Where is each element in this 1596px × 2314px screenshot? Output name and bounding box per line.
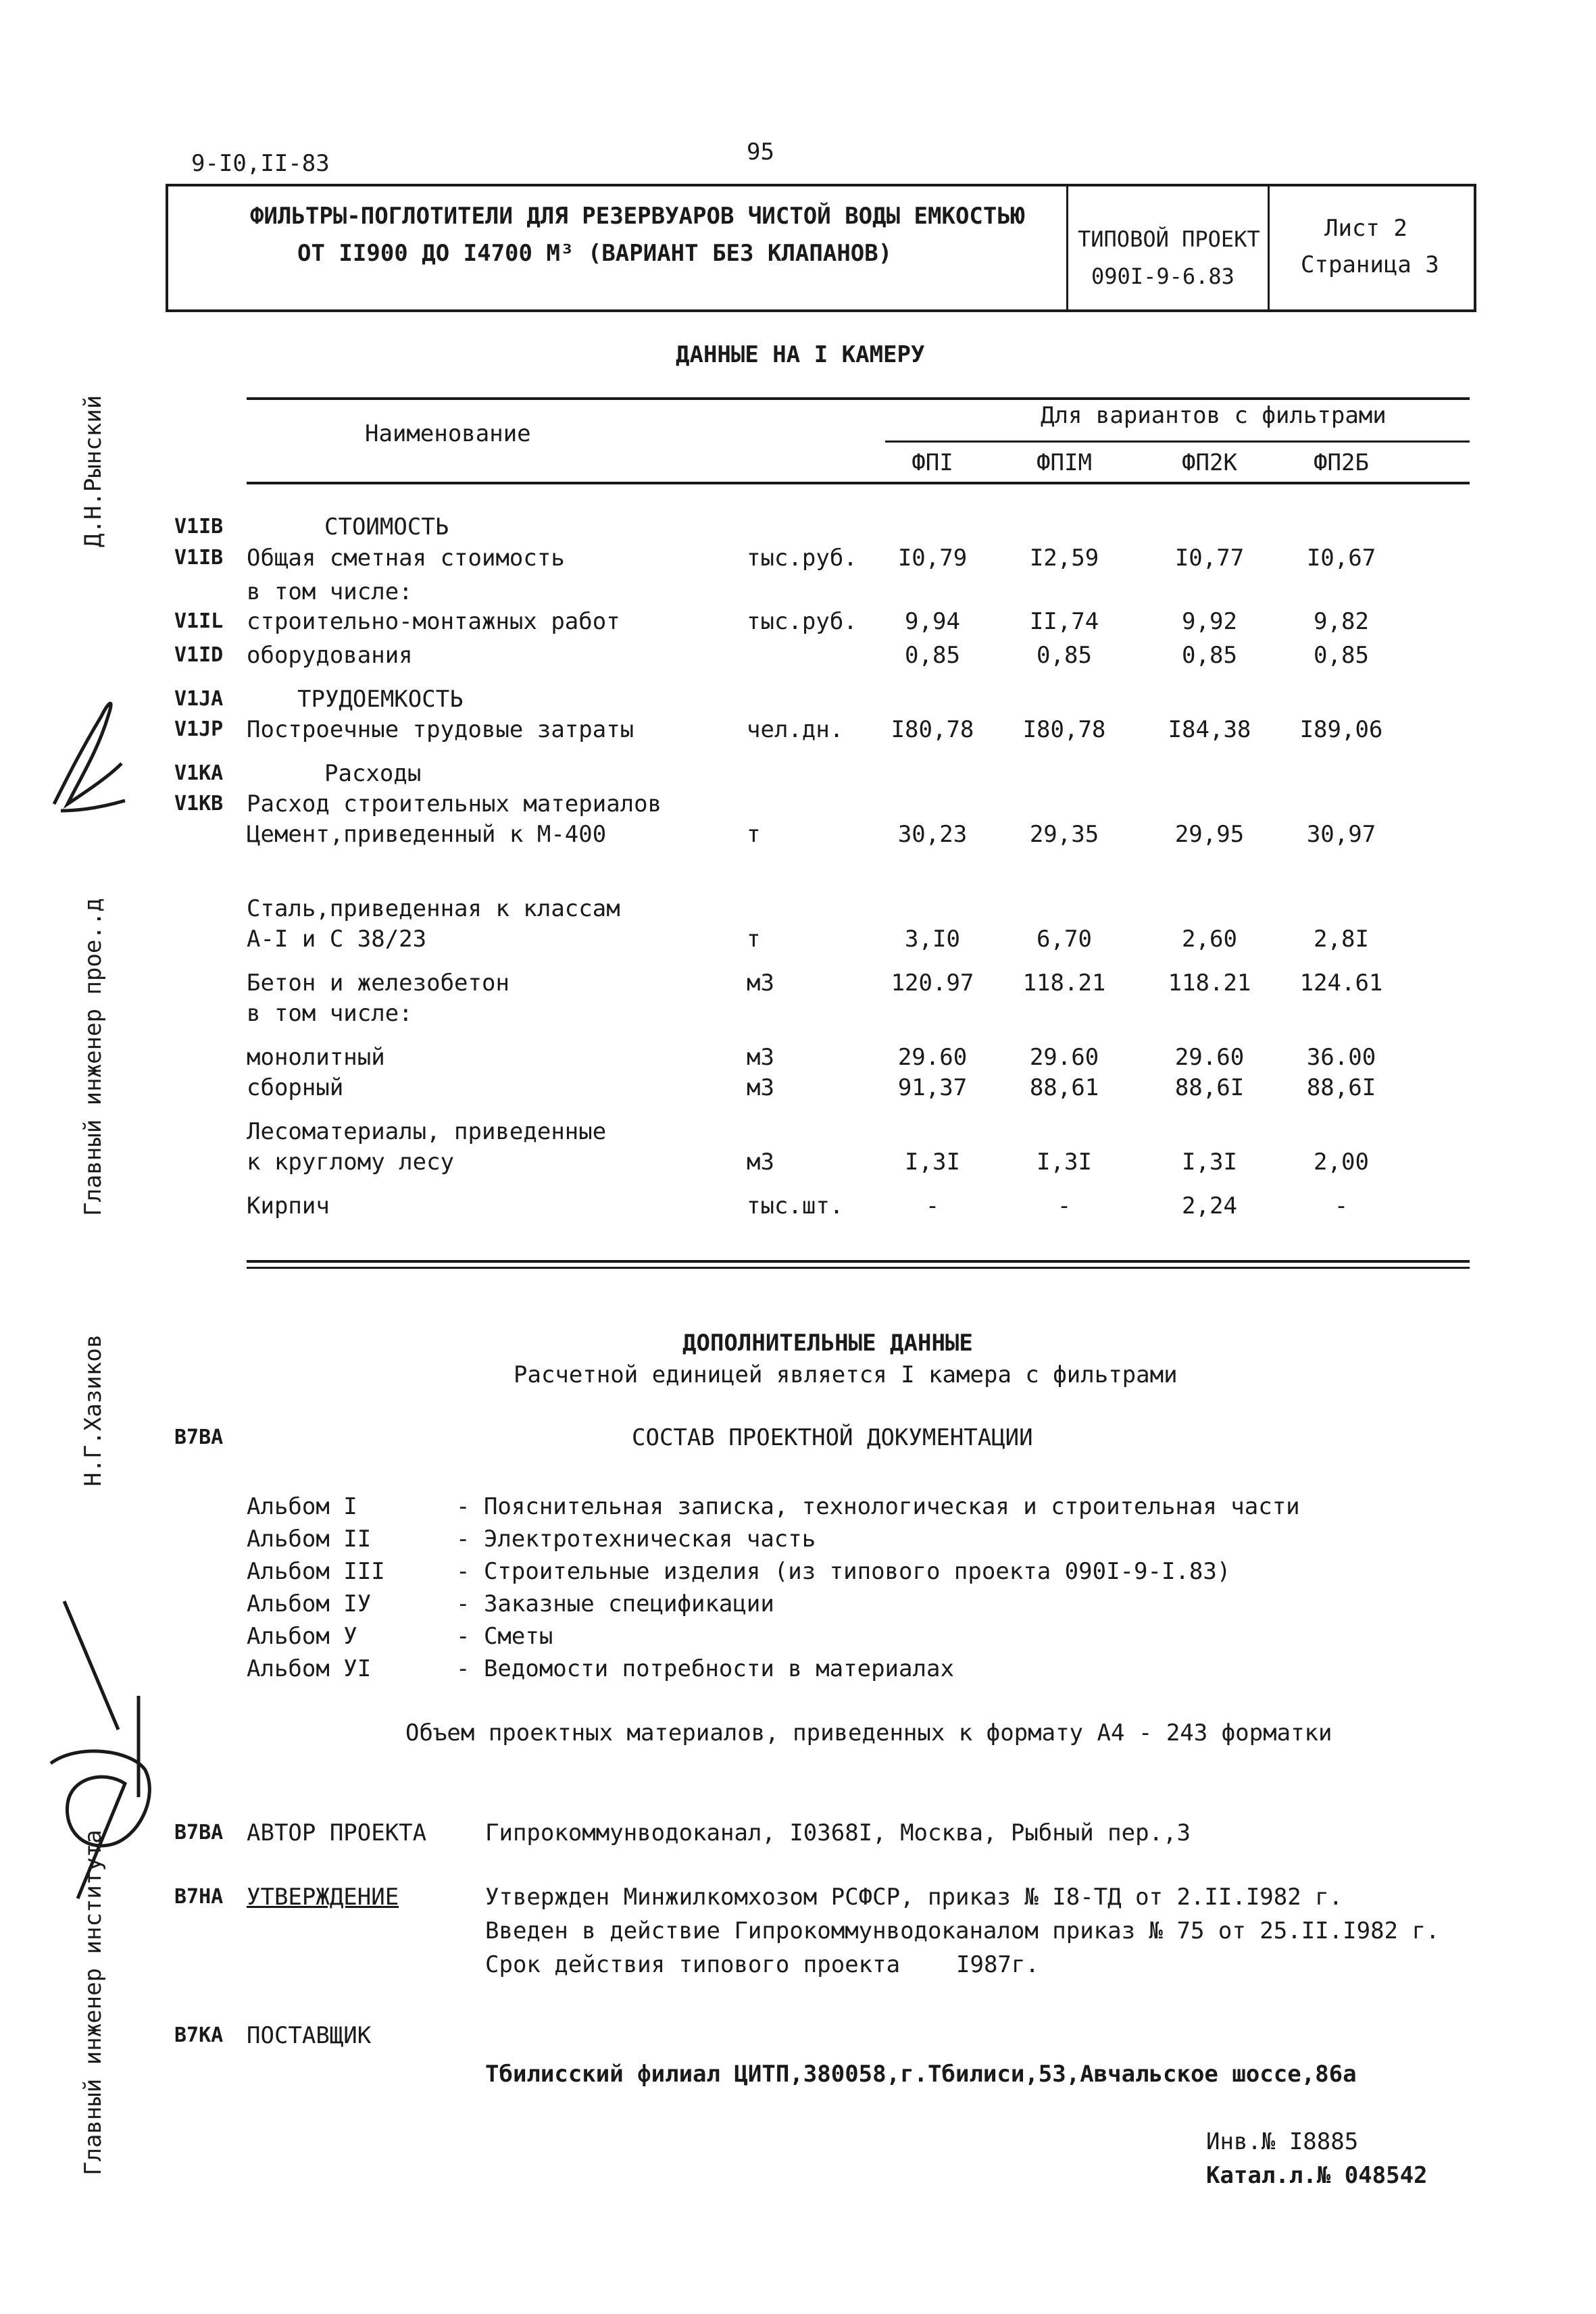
- row-name: в том числе:: [247, 578, 413, 605]
- cell-value: 2,60: [1182, 926, 1237, 953]
- project-label: ТИПОВОЙ ПРОЕКТ: [1078, 226, 1260, 252]
- cell-value: 3,I0: [905, 926, 960, 953]
- cell-value: 9,82: [1314, 608, 1369, 635]
- cell-value: 88,6I: [1174, 1074, 1245, 1101]
- additional-heading: ДОПОЛНИТЕЛЬНЫЕ ДАННЫЕ: [682, 1330, 973, 1357]
- cell-value: 36.00: [1306, 1044, 1376, 1071]
- cell-value: I80,78: [891, 716, 974, 743]
- cell-value: 29,95: [1174, 821, 1245, 848]
- album-name: Альбом У: [247, 1623, 357, 1650]
- album-name: Альбом УI: [247, 1655, 372, 1682]
- row-name: строительно-монтажных работ: [247, 608, 620, 635]
- row-code: V1JP: [174, 718, 224, 741]
- cell-value: I,3I: [905, 1149, 960, 1176]
- cell-value: I2,59: [1029, 545, 1099, 572]
- variant-header-4: ФП2Б: [1314, 449, 1369, 476]
- composition-code: B7BA: [174, 1426, 224, 1449]
- cell-value: -: [925, 1192, 940, 1219]
- album-name: Альбом IУ: [247, 1590, 372, 1617]
- row-unit: м3: [747, 1149, 774, 1176]
- row-name: Лесоматериалы, приведенные: [247, 1118, 607, 1145]
- row-unit: тыс.руб.: [747, 608, 857, 635]
- row-name: СТОИМОСТЬ: [324, 513, 449, 540]
- side-title-2: Главный инженер института: [80, 1830, 107, 2175]
- row-unit: чел.дн.: [747, 716, 844, 743]
- approval-line-1: Утвержден Минжилкомхозом РСФСР, приказ № I8-ТД от 2.II.I982 г.: [485, 1884, 1343, 1911]
- row-code: V1KB: [174, 792, 224, 815]
- row-name: в том числе:: [247, 1000, 413, 1027]
- cell-value: 124.61: [1299, 970, 1383, 997]
- project-number: 090I-9-6.83: [1091, 263, 1235, 289]
- col-group-header: Для вариантов с фильтрами: [1041, 402, 1387, 429]
- row-name: Цемент,приведенный к М-400: [247, 821, 607, 848]
- row-name: к круглому лесу: [247, 1149, 455, 1176]
- row-code: V1JA: [174, 687, 224, 711]
- calc-unit-note: Расчетной единицей является I камера с фильтрами: [514, 1361, 1178, 1388]
- row-unit: т: [747, 926, 761, 953]
- cell-value: 88,61: [1029, 1074, 1099, 1101]
- row-unit: м3: [747, 1074, 774, 1101]
- side-title-1: Главный инженер прое..д: [80, 898, 107, 1216]
- cell-value: 9,94: [905, 608, 960, 635]
- row-unit: тыс.руб.: [747, 545, 857, 572]
- cell-value: 118.21: [1168, 970, 1251, 997]
- cell-value: II,74: [1029, 608, 1099, 635]
- variant-header-1: ФПI: [912, 449, 953, 476]
- row-unit: м3: [747, 1044, 774, 1071]
- cell-value: 0,85: [1037, 642, 1092, 669]
- row-name: Общая сметная стоимость: [247, 545, 565, 572]
- row-code: V1IB: [174, 546, 224, 570]
- cell-value: 0,85: [1314, 642, 1369, 669]
- author-code: B7BA: [174, 1821, 224, 1844]
- signature-2: [37, 1594, 152, 1905]
- side-name-1: Д.Н.Рынский: [80, 395, 107, 547]
- cell-value: 118.21: [1022, 970, 1106, 997]
- row-name: сборный: [247, 1074, 344, 1101]
- cell-value: I,3I: [1182, 1149, 1237, 1176]
- cell-value: 91,37: [897, 1074, 968, 1101]
- row-code: V1IB: [174, 515, 224, 538]
- supplier-text: Тбилисский филиал ЦИТП,380058,г.Тбилиси,53,Авчальское шоссе,86а: [485, 2061, 1357, 2088]
- volume-note: Объем проектных материалов, приведенных к формату А4 - 243 форматки: [405, 1719, 1332, 1746]
- album-desc: - Пояснительная записка, технологическая и строительная части: [456, 1493, 1300, 1520]
- side-name-2: Н.Г.Хазиков: [80, 1334, 107, 1486]
- cell-value: 88,6I: [1306, 1074, 1376, 1101]
- row-unit: м3: [747, 970, 774, 997]
- table-caption: ДАННЫЕ НА I КАМЕРУ: [676, 341, 925, 368]
- cell-value: 6,70: [1037, 926, 1092, 953]
- cell-value: 120.97: [891, 970, 974, 997]
- cell-value: 9,92: [1182, 608, 1237, 635]
- supplier-code: B7KA: [174, 2023, 224, 2047]
- validity-value: I987г.: [956, 1951, 1039, 1978]
- row-code: V1IL: [174, 609, 224, 633]
- title-line-1: ФИЛЬТРЫ-ПОГЛОТИТЕЛИ ДЛЯ РЕЗЕРВУАРОВ ЧИСТОЙ ВОДЫ ЕМКОСТЬЮ: [250, 203, 1025, 230]
- cell-value: I0,79: [897, 545, 968, 572]
- cell-value: I,3I: [1037, 1149, 1092, 1176]
- row-name: Расходы: [324, 760, 422, 787]
- composition-heading: СОСТАВ ПРОЕКТНОЙ ДОКУМЕНТАЦИИ: [632, 1424, 1033, 1451]
- album-name: Альбом I: [247, 1493, 357, 1520]
- album-desc: - Заказные спецификации: [456, 1590, 774, 1617]
- cell-value: 2,24: [1182, 1192, 1237, 1219]
- cell-value: 2,8I: [1314, 926, 1369, 953]
- author-label: АВТОР ПРОЕКТА: [247, 1819, 427, 1846]
- title-line-2: ОТ II900 ДО I4700 М³ (ВАРИАНТ БЕЗ КЛАПАНОВ): [297, 240, 893, 267]
- col-name-header: Наименование: [365, 420, 531, 447]
- cell-value: 30,23: [897, 821, 968, 848]
- cell-value: 0,85: [1182, 642, 1237, 669]
- row-name: Сталь,приведенная к классам: [247, 895, 620, 922]
- album-desc: - Сметы: [456, 1623, 553, 1650]
- row-unit: т: [747, 821, 761, 848]
- cell-value: 29.60: [1174, 1044, 1245, 1071]
- cell-value: 30,97: [1306, 821, 1376, 848]
- cell-value: 2,00: [1314, 1149, 1369, 1176]
- cell-value: I80,78: [1022, 716, 1106, 743]
- cell-value: -: [1057, 1192, 1072, 1219]
- page-number: 95: [747, 139, 774, 166]
- row-name: ТРУДОЕМКОСТЬ: [297, 686, 464, 713]
- approval-line-2: Введен в действие Гипрокоммунводоканалом приказ № 75 от 25.II.I982 г.: [485, 1917, 1440, 1944]
- cell-value: I89,06: [1299, 716, 1383, 743]
- approval-code: B7HA: [174, 1885, 224, 1909]
- cell-value: 29.60: [1029, 1044, 1099, 1071]
- album-desc: - Строительные изделия (из типового проекта 090I-9-I.83): [456, 1558, 1231, 1585]
- variant-header-3: ФП2К: [1182, 449, 1237, 476]
- cell-value: 29.60: [897, 1044, 968, 1071]
- supplier-label: ПОСТАВЩИК: [247, 2022, 372, 2049]
- row-unit: тыс.шт.: [747, 1192, 844, 1219]
- sheet-label: Лист 2: [1324, 215, 1407, 242]
- validity-label: Срок действия типового проекта: [485, 1951, 901, 1978]
- inventory-number: Инв.№ I8885: [1206, 2128, 1359, 2155]
- row-name: монолитный: [247, 1044, 385, 1071]
- doc-code: 9-I0,II-83: [191, 150, 330, 177]
- signature-1: [41, 676, 135, 831]
- album-desc: - Ведомости потребности в материалах: [456, 1655, 954, 1682]
- page-label: Страница 3: [1301, 251, 1439, 278]
- cell-value: 29,35: [1029, 821, 1099, 848]
- row-name: Бетон и железобетон: [247, 970, 509, 997]
- album-name: Альбом III: [247, 1558, 385, 1585]
- row-name: А-I и С 38/23: [247, 926, 427, 953]
- cell-value: -: [1334, 1192, 1349, 1219]
- row-code: V1ID: [174, 643, 224, 667]
- album-desc: - Электротехническая часть: [456, 1526, 816, 1553]
- approval-label: УТВЕРЖДЕНИЕ: [247, 1884, 399, 1911]
- row-name: Построечные трудовые затраты: [247, 716, 634, 743]
- row-name: Расход строительных материалов: [247, 790, 662, 818]
- cell-value: I0,77: [1174, 545, 1245, 572]
- row-name: оборудования: [247, 642, 413, 669]
- catalog-number: Катал.л.№ 048542: [1206, 2162, 1428, 2189]
- author-text: Гипрокоммунводоканал, I0368I, Москва, Рыбный пер.,3: [485, 1819, 1191, 1846]
- variant-header-2: ФПIМ: [1037, 449, 1092, 476]
- row-code: V1KA: [174, 761, 224, 785]
- cell-value: I84,38: [1168, 716, 1251, 743]
- cell-value: 0,85: [905, 642, 960, 669]
- cell-value: I0,67: [1306, 545, 1376, 572]
- row-name: Кирпич: [247, 1192, 330, 1219]
- album-name: Альбом II: [247, 1526, 372, 1553]
